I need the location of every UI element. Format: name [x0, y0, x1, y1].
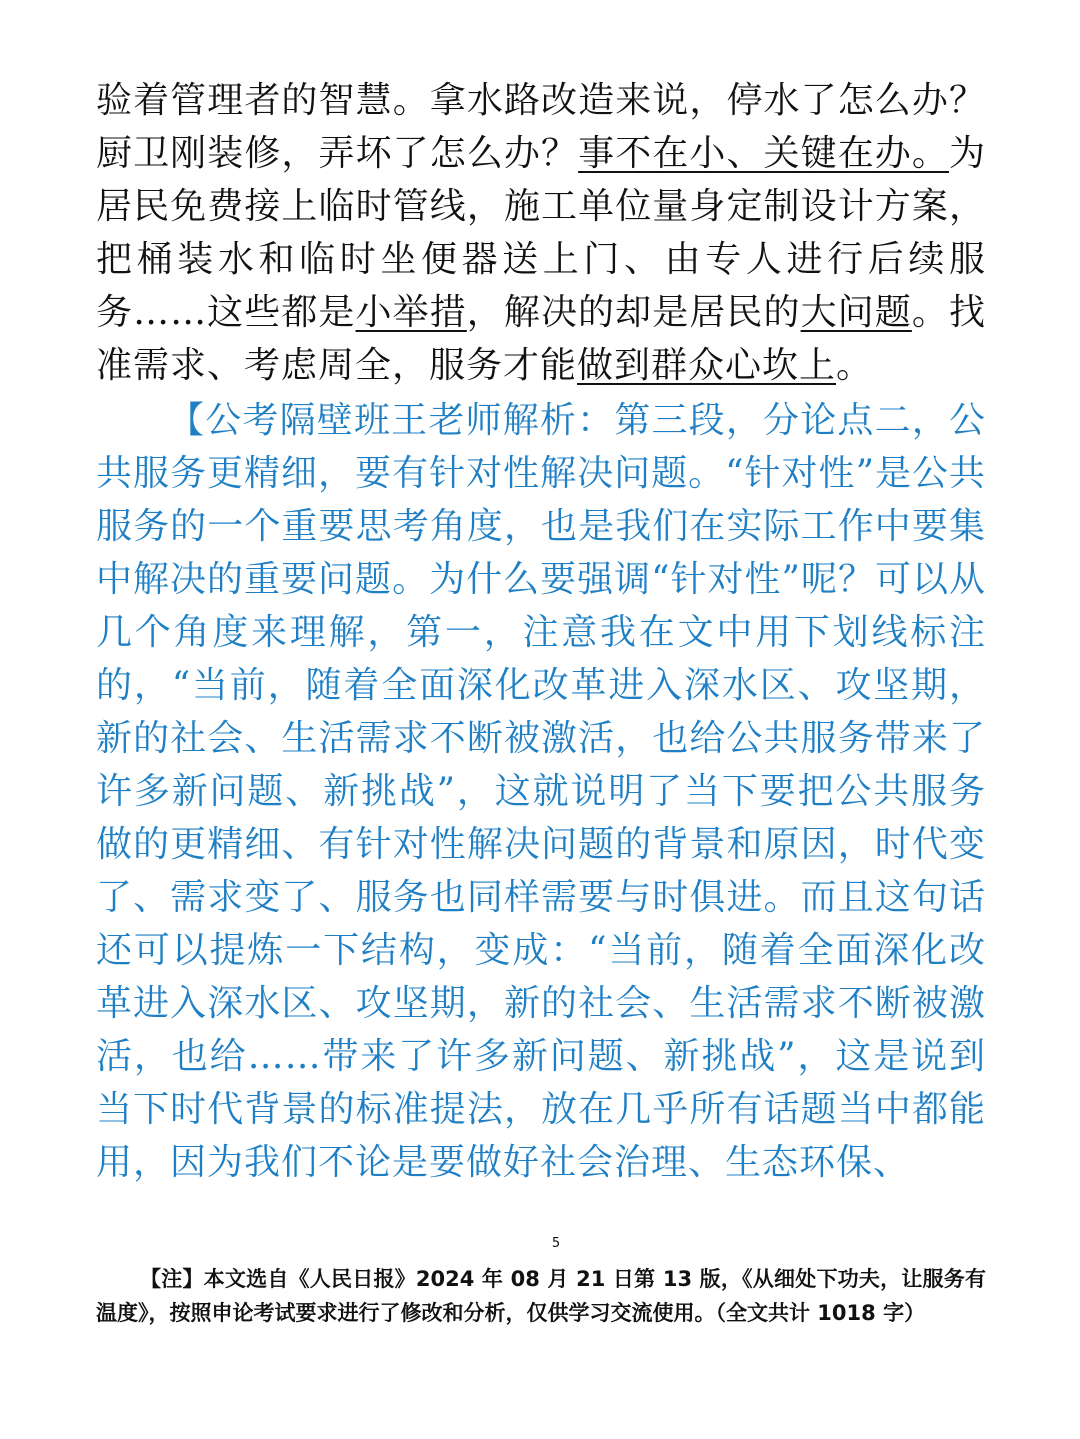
text-segment: ，解决的却是居民的: [466, 292, 801, 333]
source-note: 【注】本文选自《人民日报》2024 年 08 月 21 日第 13 版，《从细处下功夫，让服务有温度》，按照申论考试要求进行了修改和分析，仅供学习交流使用。（全文共计 1018 字）: [96, 1267, 986, 1325]
underlined-phrase: 大问题: [800, 292, 912, 333]
text-segment: 为居民免费接上临时管线，施工单位量身定制设计方案，把桶装水和临时坐便器送上门、由专人进行后续服务……这些都是: [96, 133, 986, 333]
article-paragraph: [96, 74, 986, 392]
text-segment: 验着管理者的智慧。拿水路改造来说，停水了怎么办？厨卫刚装修，弄坏了怎么办？: [96, 80, 986, 174]
underlined-phrase: 事不在小、关键在办。: [578, 133, 949, 174]
page-number: 5: [551, 1236, 561, 1251]
analysis-paragraph: 【公考隔壁班王老师解析：第三段，分论点二，公共服务更精细，要有针对性解决问题。“针对性”是公共服务的一个重要思考角度，也是我们在实际工作中要集中解决的重要问题。为什么要强调“针对性”呢？可以从几个角度来理解，第一，注意我在文中用下划线标注的，“当前，随着全面深化改革进入深水区、攻坚期，新的社会、生活需求不断被激活，也给公共服务带来了许多新问题、新挑战”，这就说明了当下要把公共服务做的更精细、有针对性解决问题的背景和原因，时代变了、需求变了、服务也同样需要与时俱进。而且这句话还可以提炼一下结构，变成：“当前，随着全面深化改革进入深水区、攻坚期，新的社会、生活需求不断被激活，也给……带来了许多新问题、新挑战”，这是说到当下时代背景的标准提法，放在几乎所有话题当中都能用，因为我们不论是要做好社会治理、生态环保、: [96, 400, 986, 1183]
text-segment: 。找准需求、考虑周全，服务才能: [96, 292, 986, 386]
underlined-phrase: 做到群众心坎上: [577, 345, 837, 386]
underlined-phrase: 小举措: [355, 292, 467, 333]
text-segment: 。: [836, 345, 874, 386]
